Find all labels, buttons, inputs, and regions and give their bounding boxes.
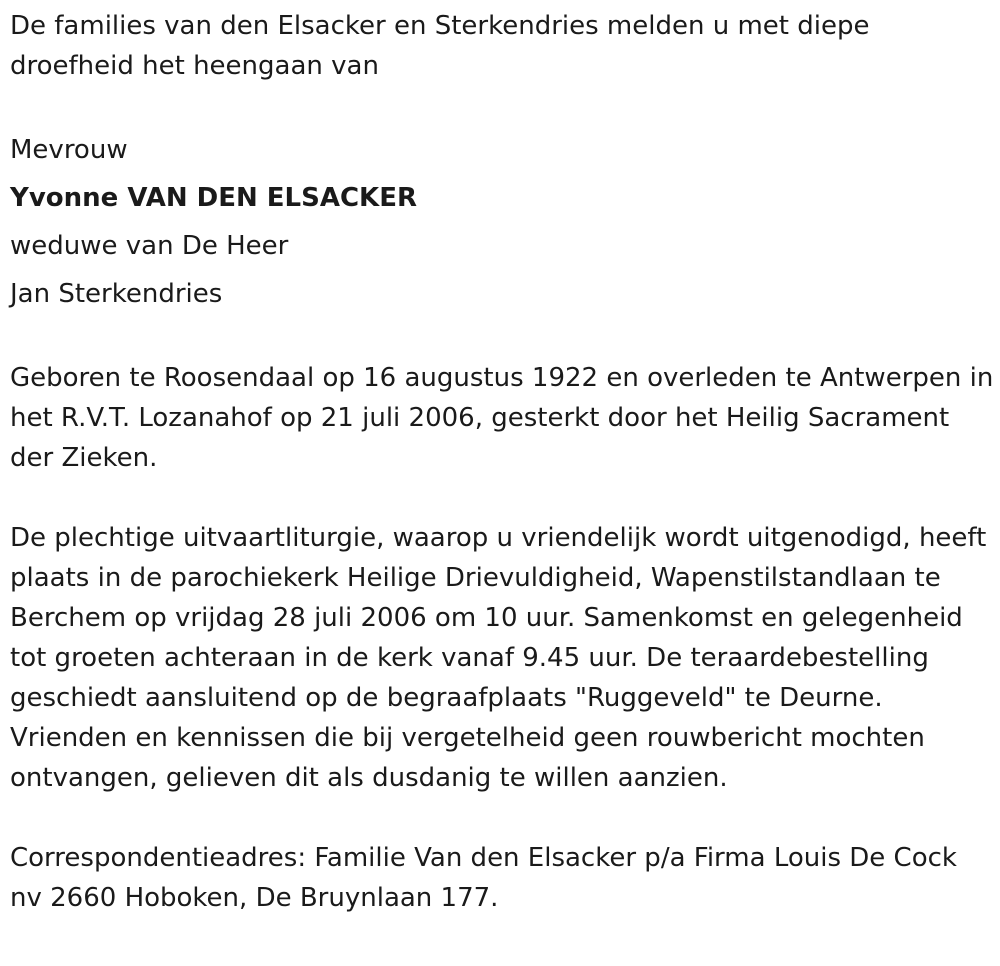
- spacer: [10, 318, 995, 358]
- birth-death-paragraph: Geboren te Roosendaal op 16 augustus 1922 en overleden te Antwerpen in het R.V.T. Lozanahof op 21 juli 2006, gesterkt door het Heilig Sacrament der Zieken.: [10, 363, 994, 473]
- spacer: [10, 478, 995, 518]
- obituary-notice: [10, 6, 995, 918]
- deceased-title: Mevrouw: [10, 135, 128, 165]
- deceased-spouse: Jan Sterkendries: [10, 279, 223, 309]
- spacer: [10, 86, 995, 126]
- deceased-relation: weduwe van De Heer: [10, 231, 289, 261]
- deceased-name: Yvonne VAN DEN ELSACKER: [10, 183, 417, 213]
- intro-paragraph: De families van den Elsacker en Sterkendries melden u met diepe droefheid het heengaan van: [10, 11, 870, 81]
- correspondence-paragraph: Correspondentieadres: Familie Van den Elsacker p/a Firma Louis De Cock nv 2660 Hoboken, De Bruynlaan 177.: [10, 843, 957, 913]
- funeral-paragraph: De plechtige uitvaartliturgie, waarop u vriendelijk wordt uitgenodigd, heeft plaats in de parochiekerk Heilige Drievuldigheid, Wapenstilstandlaan te Berchem op vrijdag 28 juli 2006 om 10 uur. Samenkomst en gelegenheid tot groeten achteraan in de kerk vanaf 9.45 uur. De teraardebestelling geschiedt aansluitend op de begraafplaats "Ruggeveld" te Deurne. Vrienden en kennissen die bij vergetelheid geen rouwbericht mochten ontvangen, gelieven dit als dusdanig te willen aanzien.: [10, 523, 987, 793]
- spacer: [10, 798, 995, 838]
- deceased-block: [10, 126, 995, 318]
